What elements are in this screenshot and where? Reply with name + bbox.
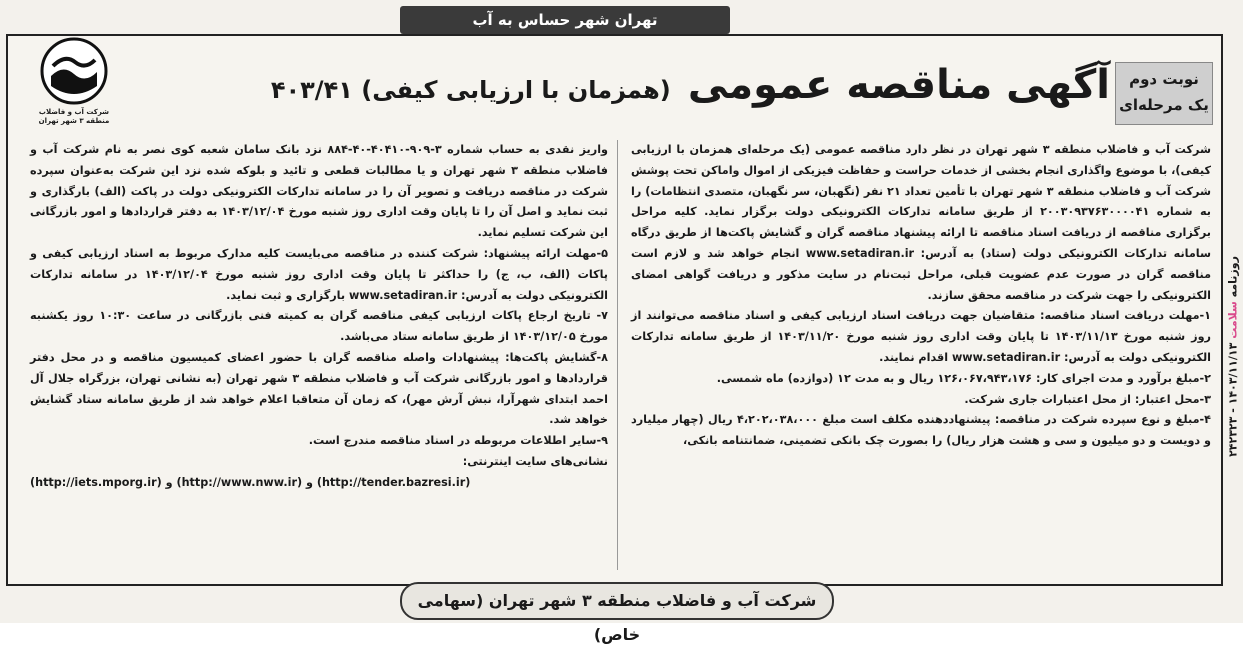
stage-box [1115, 62, 1213, 125]
item-2-heading: ۲-مبلغ برآورد و مدت اجرای کار: [1036, 371, 1211, 385]
column-divider [617, 140, 618, 570]
ad-title [180, 62, 1110, 122]
item-2-text: ۱۲۶،۰۶۷،۹۴۳،۱۷۶ ریال و به مدت ۱۲ (دوازده) ماه شمسی. [716, 371, 1033, 385]
item-4 [631, 410, 1211, 452]
item-2 [631, 369, 1211, 390]
left-column [30, 140, 608, 494]
stage-line2: یک مرحله‌ای [1119, 96, 1209, 114]
item-5 [30, 244, 608, 306]
logo-caption-line1: شرکت آب و فاضلاب [38, 108, 110, 116]
item-7 [30, 306, 608, 348]
item-8 [30, 348, 608, 431]
sites-list[interactable]: (http://iets.mporg.ir) و (http://www.nww.ir) و (http://tender.bazresi.ir) [30, 475, 471, 489]
item-1-heading: ۱-مهلت دریافت اسناد مناقصه: [1040, 309, 1211, 323]
item-1-text: متقاضیان جهت دریافت اسناد ارزیابی کیفی و اسناد مناقصه می‌توانند از روز شنبه مورخ ۱۴۰۳/۱۱/۱۳ تا پایان وقت اداری روز شنبه مورخ ۱۴۰۳/۱۱/۲۰ از طریق سامانه تدارکات الکترونیکی دولت به آدرس: www.setadiran.ir اقدام نمایند. [631, 309, 1211, 364]
item-3 [631, 390, 1211, 411]
side-strip [1223, 140, 1243, 580]
item-5-text: شرکت کننده در مناقصه می‌بایست کلیه مدارک مربوط به اسناد ارزیابی کیفی و پاکات (الف، ب، ج) را حداکثر تا پایان وقت اداری روز شنبه مورخ ۱۴۰۳/۱۲/۰۴ در سامانه تدارکات الکترونیکی دولت به آدرس: www.setadiran.ir بارگزاری و ثبت نماید. [30, 246, 608, 302]
item-5-heading: ۵-مهلت ارائه پیشنهاد: [483, 246, 608, 260]
sites-heading: نشانی‌های سایت اینترنتی: [462, 454, 608, 468]
stage-line1: نوبت دوم [1129, 70, 1199, 88]
side-paper-name: سلامت [1226, 301, 1240, 339]
logo-caption-line2: منطقه ۳ شهر تهران [38, 117, 110, 125]
item-7-text: تاریخ ارجاع پاکات ارزیابی کیفی مناقصه گران به کمیته فنی بازرگانی در ساعت ۱۰:۳۰ روز یکشنبه مورخ ۱۴۰۳/۱۲/۰۵ از طریق سامانه ستاد می‌باشد. [30, 309, 608, 344]
title-main: آگهی مناقصه عمومی [687, 62, 1110, 108]
side-paper: روزنامه [1226, 256, 1240, 298]
item-3-text: از محل اعتبارات جاری شرکت. [964, 392, 1131, 406]
water-drop-logo-icon [39, 36, 109, 106]
item-3-heading: ۳-محل اعتبار: [1134, 392, 1211, 406]
intro-paragraph: شرکت آب و فاضلاب منطقه ۳ شهر تهران در نظر دارد مناقصه عمومی (یک مرحله‌ای همزمان با ارزیابی کیفی)، با موضوع واگذاری انجام بخشی از خدمات حراست و حفاظت فیزیکی از اموال واماکن تحت پوشش شرکت آب و فاضلاب منطقه ۳ شهر تهران با تأمین تعداد ۲۱ نفر (نگهبان، سر نگهبان، متصدی انتظامات) را به شماره ۲۰۰۳۰۹۳۷۶۳۰۰۰۰۴۱ از طریق سامانه تدارکات الکترونیکی دولت برگزار نماید. کلیه مراحل برگزاری مناقصه از دریافت اسناد مناقصه تا ارائه پیشنهاد مناقصه گران و گشایش پاکت‌ها از طریق درگاه سامانه تدارکات الکترونیکی دولت (ستاد) به آدرس: www.setadiran.ir انجام خواهد شد و لازم است مناقصه گران در صورت عدم عضویت قبلی، مراحل ثبت‌نام در سایت مذکور و دریافت گواهی امضای الکترونیکی را جهت شرکت در مناقصه محقق سازند. [631, 143, 1212, 302]
item-8-heading: ۸-گشایش پاکت‌ها: [505, 350, 608, 364]
side-strip-text [1227, 137, 1240, 577]
title-sub: (همزمان با ارزیابی کیفی) ۴۰۳/۴۱ [270, 76, 671, 104]
side-date: ۱۴۰۳/۱۱/۱۳ - ۲۴۲۳۲۳ [1226, 342, 1240, 457]
item-4-heading: ۴-مبلغ و نوع سپرده شرکت در مناقصه: [994, 413, 1211, 427]
item-9: ۹-سایر اطلاعات مربوطه در اسناد مناقصه مندرج است. [308, 434, 608, 448]
item-4-text: پیشنهاددهنده مکلف است مبلغ ۴،۲۰۲،۰۳۸،۰۰۰ ریال (چهار میلیارد و دویست و دو میلیون و سی و هشت هزار ریال) را بصورت چک بانکی تضمینی، ضمانتنامه بانکی، [631, 413, 1211, 448]
right-column [631, 140, 1211, 452]
company-logo [34, 36, 114, 136]
item-7-heading: ۷- [596, 309, 608, 323]
deposit-continuation: واریز نقدی به حساب شماره ۳-۹۰۹-۴۰۴۱۰-۴۰-۸۸۴ نزد بانک سامان شعبه کوی نصر به نام شرکت آب و فاضلاب منطقه ۳ شهر تهران و یا مطالبات قطعی و تائید و بلوکه شده نزد این شرکت به‌عنوان سپرده شرکت در مناقصه دریافت و تصویر آن را در سامانه تدارکات الکترونیکی دولت در پاکت (الف) بارگذاری و ثبت نماید و اصل آن را تا پایان وقت اداری روز شنبه مورخ ۱۴۰۳/۱۲/۰۴ به دفتر قراردادها و امور بازرگانی این شرکت تسلیم نماید. [30, 143, 608, 240]
top-banner: تهران شهر حساس به آب [400, 6, 730, 34]
item-8-text: پیشنهادات واصله مناقصه گران با حضور اعضای کمیسیون مناقصه و در محل دفتر قراردادها و امور بازرگانی شرکت آب و فاضلاب منطقه ۳ شهر تهران (به نشانی تهران، بزرگراه جلال آل احمد ابتدای شهرآرا، نبش آرش مهر)، که زمان آن متعاقبا اعلام خواهد شد از طریق سامانه ستاد گشایش خواهد شد. [30, 350, 608, 427]
item-1 [631, 306, 1211, 368]
footer-company: شرکت آب و فاضلاب منطقه ۳ شهر تهران (سهامی خاص) [400, 582, 834, 620]
